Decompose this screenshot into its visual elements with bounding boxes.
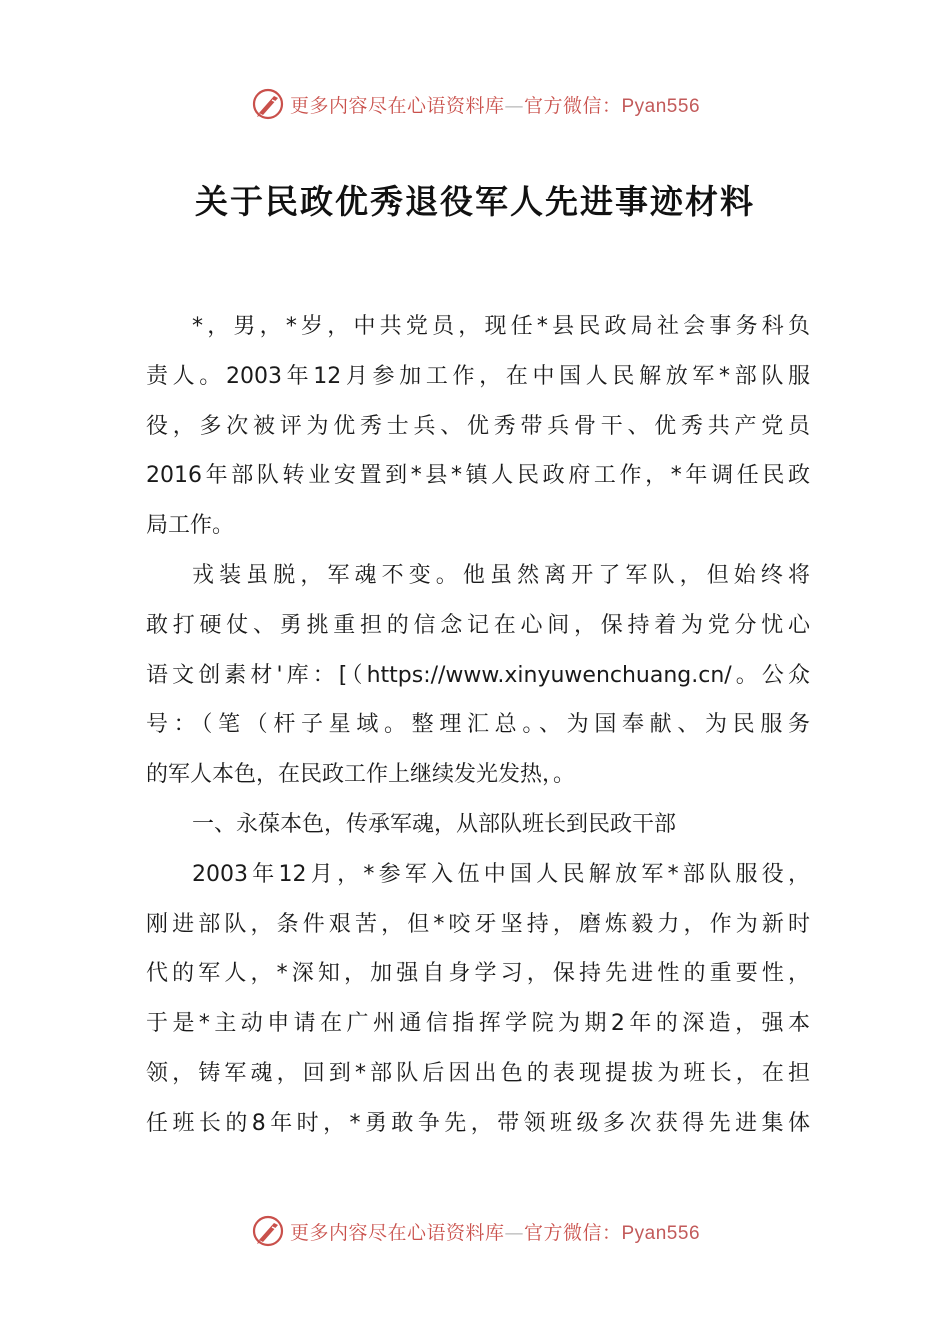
body-line: 敢打硬仗、勇挑重担的信念记在心间，保持着为党分忧心	[146, 612, 810, 638]
body-line: 于是*主动申请在广州通信指挥学院为期2年的深造，强本	[146, 1011, 810, 1037]
body-line: 的军人本色，在民政工作上继续发光发热，。	[146, 762, 576, 788]
watermark-text: 更多内容尽在心语资料库—官方微信：Pyan556	[289, 94, 701, 117]
section-heading: 一、永葆本色，传承军魂，从部队班长到民政干部	[192, 811, 677, 837]
body-line: 役，多次被评为优秀士兵、优秀带兵骨干、优秀共产党员	[146, 413, 810, 439]
body-line: 领，铸军魂，回到*部队后因出色的表现提拔为班长，在担	[146, 1060, 810, 1086]
body-line: 代的军人，*深知，加强自身学习，保持先进性的重要性，	[146, 961, 810, 987]
watermark-text: 更多内容尽在心语资料库—官方微信：Pyan556	[289, 1221, 701, 1244]
pen-logo-icon	[250, 1213, 286, 1249]
body-line: 刚进部队，条件艰苦，但*咬牙坚持，磨炼毅力，作为新时	[146, 911, 810, 937]
body-line: 2003年12月，*参军入伍中国人民解放军*部队服役，	[192, 861, 810, 887]
body-line: 戎装虽脱，军魂不变。他虽然离开了军队，但始终将	[192, 562, 810, 588]
body-line: 2016年部队转业安置到*县*镇人民政府工作，*年调任民政	[146, 463, 810, 489]
header-watermark	[0, 84, 950, 124]
pen-logo-icon	[250, 86, 286, 122]
body-line: 局工作。	[146, 513, 235, 539]
body-line: 责人。2003年12月参加工作，在中国人民解放军*部队服	[146, 363, 810, 389]
body-line: 任班长的8年时，*勇敢争先，带领班级多次获得先进集体	[146, 1110, 810, 1136]
footer-watermark	[0, 1211, 950, 1251]
body-line: *，男，*岁，中共党员，现任*县民政局社会事务科负	[192, 314, 810, 339]
document-title: 关于民政优秀退役军人先进事迹材料	[195, 182, 755, 221]
document-body	[146, 302, 810, 1149]
body-line: 号：（笔（杆子星域。整理汇总。、为国奉献、为民服务	[146, 712, 810, 738]
body-line: 语文创素材'库：[（https://www.xinyuwenchuang.cn/。公众	[146, 662, 810, 688]
